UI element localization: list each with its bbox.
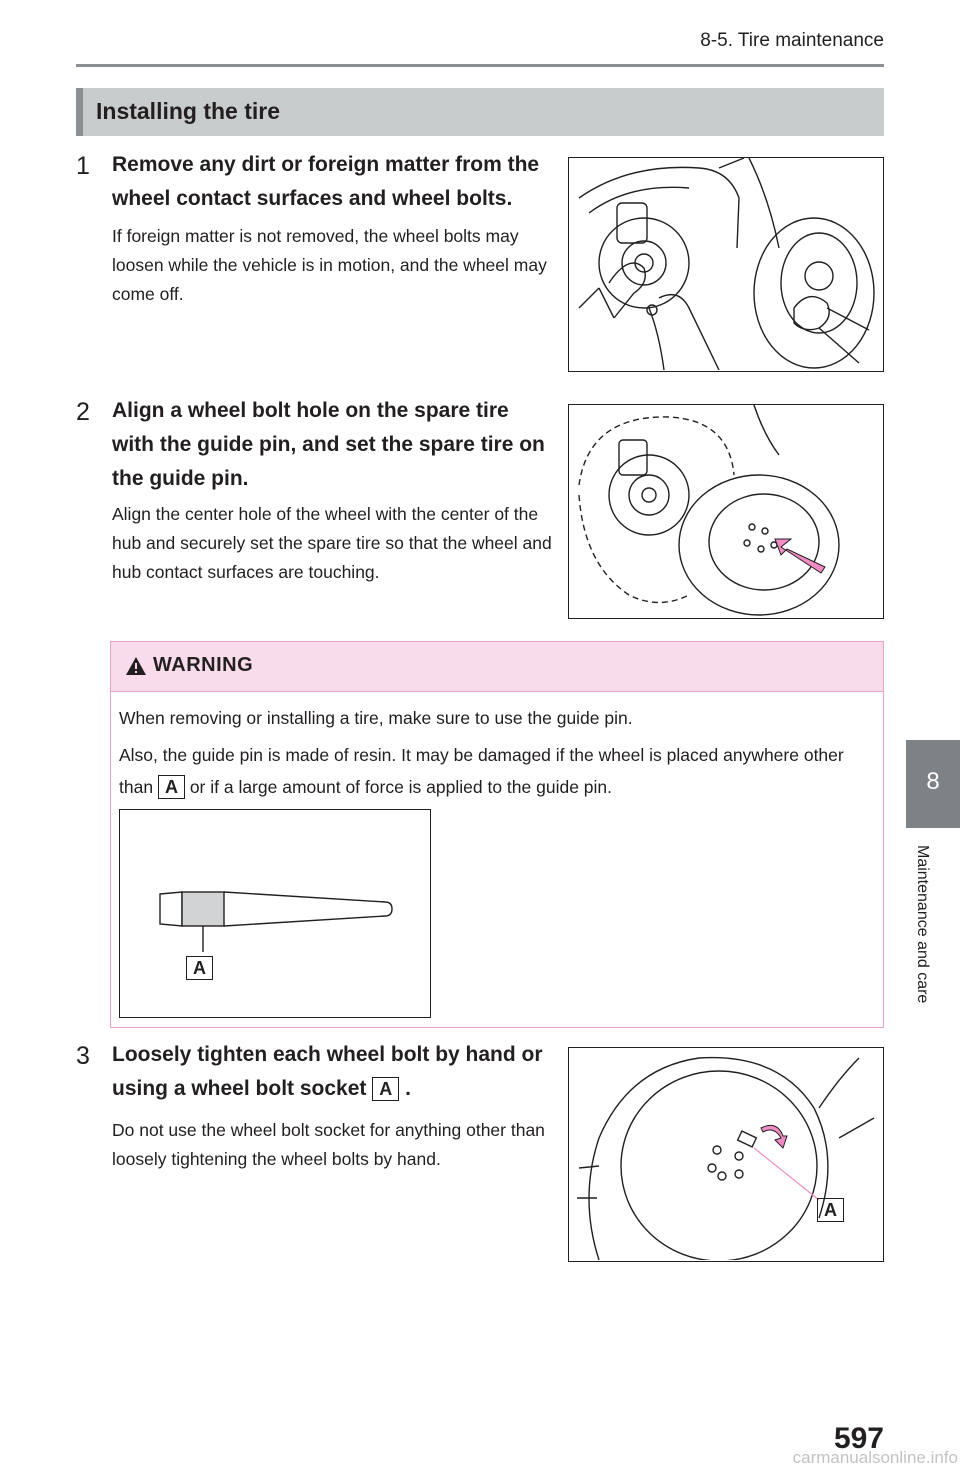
figure-spare-tire-guide-pin	[568, 404, 884, 619]
step-3-label-a: A	[372, 1077, 399, 1101]
warning-line-1: When removing or installing a tire, make sure to use the guide pin.	[119, 708, 633, 728]
step-3-heading-end: .	[405, 1077, 411, 1100]
guide-pin-illustration	[120, 810, 429, 1016]
section-title: Installing the tire	[96, 98, 281, 124]
step-2-number: 2	[76, 398, 90, 426]
step-3-body: Do not use the wheel bolt socket for anything other than loosely tightening the wheel bolts by hand.	[112, 1120, 545, 1169]
section-bar-accent	[76, 88, 83, 136]
figure-cleaning-wheel	[568, 157, 884, 372]
step-1-body: If foreign matter is not removed, the wheel bolts may loosen while the vehicle is in motion, and the wheel may come off.	[112, 226, 547, 304]
warning-header	[111, 642, 883, 692]
chapter-number: 8	[926, 768, 940, 795]
header-rule	[76, 64, 884, 67]
warning-box	[110, 641, 884, 1028]
warning-line-2-end: or if a large amount of force is applied to the guide pin.	[189, 777, 613, 797]
step-1-number: 1	[76, 152, 90, 180]
step-3-heading-text: Loosely tighten each wheel bolt by hand or using a wheel bolt socket	[112, 1043, 543, 1100]
figure-wheel-bolt-socket	[568, 1047, 884, 1262]
step-2-heading: Align a wheel bolt hole on the spare tire with the guide pin, and set the spare tire on the guide pin.	[112, 399, 545, 490]
warning-line-2-start: Also, the guide pin is made of resin. It may be damaged if the wheel is placed anywhere other than	[119, 745, 844, 797]
spare-tire-illustration	[569, 405, 882, 617]
step-3-number: 3	[76, 1042, 90, 1070]
warning-title: WARNING	[153, 654, 254, 676]
warning-triangle-icon	[125, 656, 147, 676]
figure-label-a: A	[186, 956, 213, 980]
header-section-title: 8-5. Tire maintenance	[700, 30, 884, 51]
step-2-body: Align the center hole of the wheel with the center of the hub and securely set the spare tire so that the wheel and hub contact surfaces are touching.	[112, 504, 552, 582]
wheel-bolt-socket-illustration	[569, 1048, 882, 1260]
chapter-title: Maintenance and care	[914, 845, 931, 1004]
step-1-heading: Remove any dirt or foreign matter from the wheel contact surfaces and wheel bolts.	[112, 153, 540, 210]
cleaning-wheel-illustration	[569, 158, 882, 370]
rotation-arrow-icon	[761, 1125, 787, 1148]
figure-guide-pin	[119, 809, 431, 1018]
step-3-heading	[112, 1038, 552, 1106]
label-a-box: A	[158, 775, 185, 799]
section-bar	[76, 88, 884, 136]
watermark: carmanualsonline.info	[792, 1448, 958, 1467]
leader-line	[754, 1148, 819, 1200]
chapter-tab	[906, 740, 960, 828]
figure-3-label-a: A	[817, 1198, 844, 1222]
chapter-title-vertical	[916, 845, 946, 1035]
warning-line-2	[119, 739, 859, 803]
page-number: 597	[833, 1422, 884, 1455]
